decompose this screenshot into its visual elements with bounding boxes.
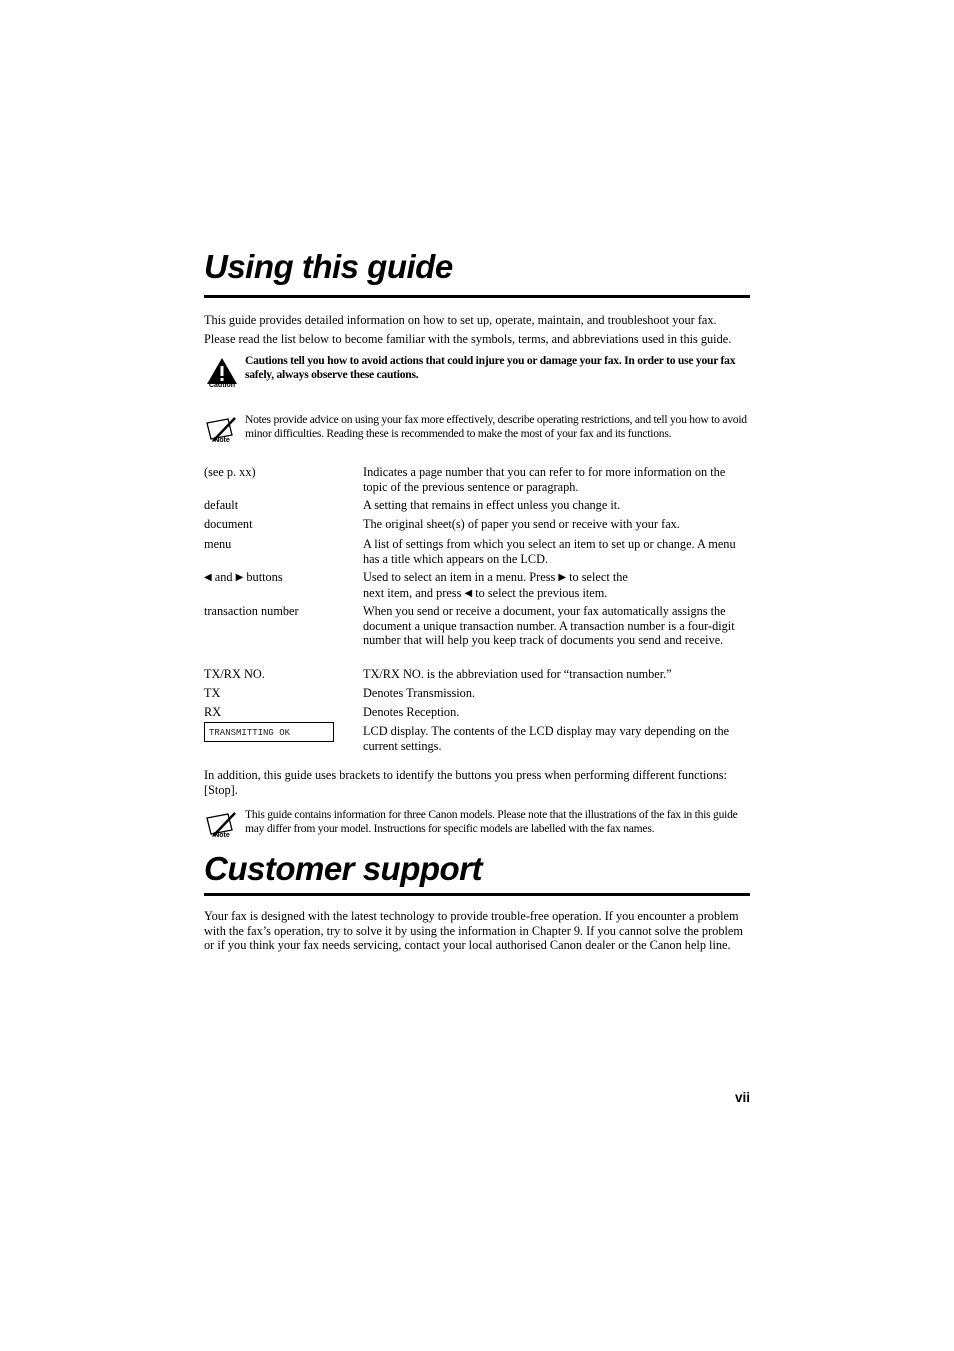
term-definition: TX/RX NO. is the abbreviation used for “transaction number.” [363,667,672,681]
left-arrow-icon: ◀ [204,572,212,583]
note-text-1: Notes provide advice on using your fax more effectively, describe operating restrictions, and tell you how to avoid minor difficulties. Reading these is recommended to make the most of your fax and its functions. [245,413,747,440]
term-definition: A list of settings from which you select an item to set up or change. A menu has a title which appears on the LCD. [363,537,736,566]
term: default [204,498,239,512]
section-title-customer-support: Customer support [204,850,483,887]
note-text-2: This guide contains information for three Canon models. Please note that the illustrations of the fax in this guide may differ from your model. Instructions for specific models are labelled with the fax names. [245,808,738,835]
note-block-1 [204,413,750,453]
def-part: Used to select an item in a menu. Press [363,570,556,584]
term-definition: LCD display. The contents of the LCD display may vary depending on the current settings. [363,724,730,753]
term-buttons: buttons [246,570,283,584]
term-definition [363,570,750,601]
intro-paragraph-1: This guide provides detailed information on how to set up, operate, maintain, and troubleshoot your fax. [204,313,717,327]
left-arrow-icon: ◀ [464,587,473,599]
term-definition: The original sheet(s) of paper you send or receive with your fax. [363,517,680,531]
note-icon-label: Note [214,437,230,444]
section-title-using-this-guide: Using this guide [204,248,453,285]
term: (see p. xx) [204,465,256,479]
def-part: to select the [569,570,628,584]
lcd-display: TRANSMITTING OK [204,722,334,742]
term: document [204,517,253,531]
term: transaction number [204,604,299,618]
title-rule [204,893,750,896]
term-and: and [214,570,233,584]
caution-block [204,354,750,394]
customer-support-paragraph: Your fax is designed with the latest technology to provide trouble-free operation. If you encounter a problem with the fax’s operation, try to solve it by using the information in Chapter 9. If you cannot solve the problem or if you think your fax needs servicing, contact your local authorised Canon dealer or the Canon help line. [204,909,743,952]
term-definition: When you send or receive a document, your fax automatically assigns the document a unique transaction number. A transaction number is a four-digit number that will help you keep track of documents you send and receive. [363,604,735,647]
term [204,570,354,586]
title-rule [204,295,750,298]
intro-paragraph-2: Please read the list below to become familiar with the symbols, terms, and abbreviations used in this guide. [204,332,732,346]
page-number: vii [734,1090,750,1105]
term-definition: Denotes Reception. [363,705,460,719]
term-definition: A setting that remains in effect unless you change it. [363,498,621,512]
brackets-paragraph: In addition, this guide uses brackets to identify the buttons you press when performing different functions: [Stop]. [204,768,727,797]
def-part: to select the previous item. [475,585,608,600]
caution-icon-label: Caution [208,382,236,389]
term-definition: Indicates a page number that you can refer to for more information on the topic of the previous sentence or paragraph. [363,465,726,494]
def-part: next item, and press [363,585,462,600]
term: TX/RX NO. [204,667,265,681]
right-arrow-icon: ▶ [558,572,567,583]
term: TX [204,686,221,700]
note-icon-label: Note [214,832,230,839]
term: RX [204,705,222,719]
note-block-2 [204,808,750,844]
term: menu [204,537,232,551]
term-definition: Denotes Transmission. [363,686,476,700]
right-arrow-icon: ▶ [235,572,244,583]
caution-text: Cautions tell you how to avoid actions that could injure you or damage your fax. In order to use your fax safely, always observe these cautions. [245,354,736,381]
